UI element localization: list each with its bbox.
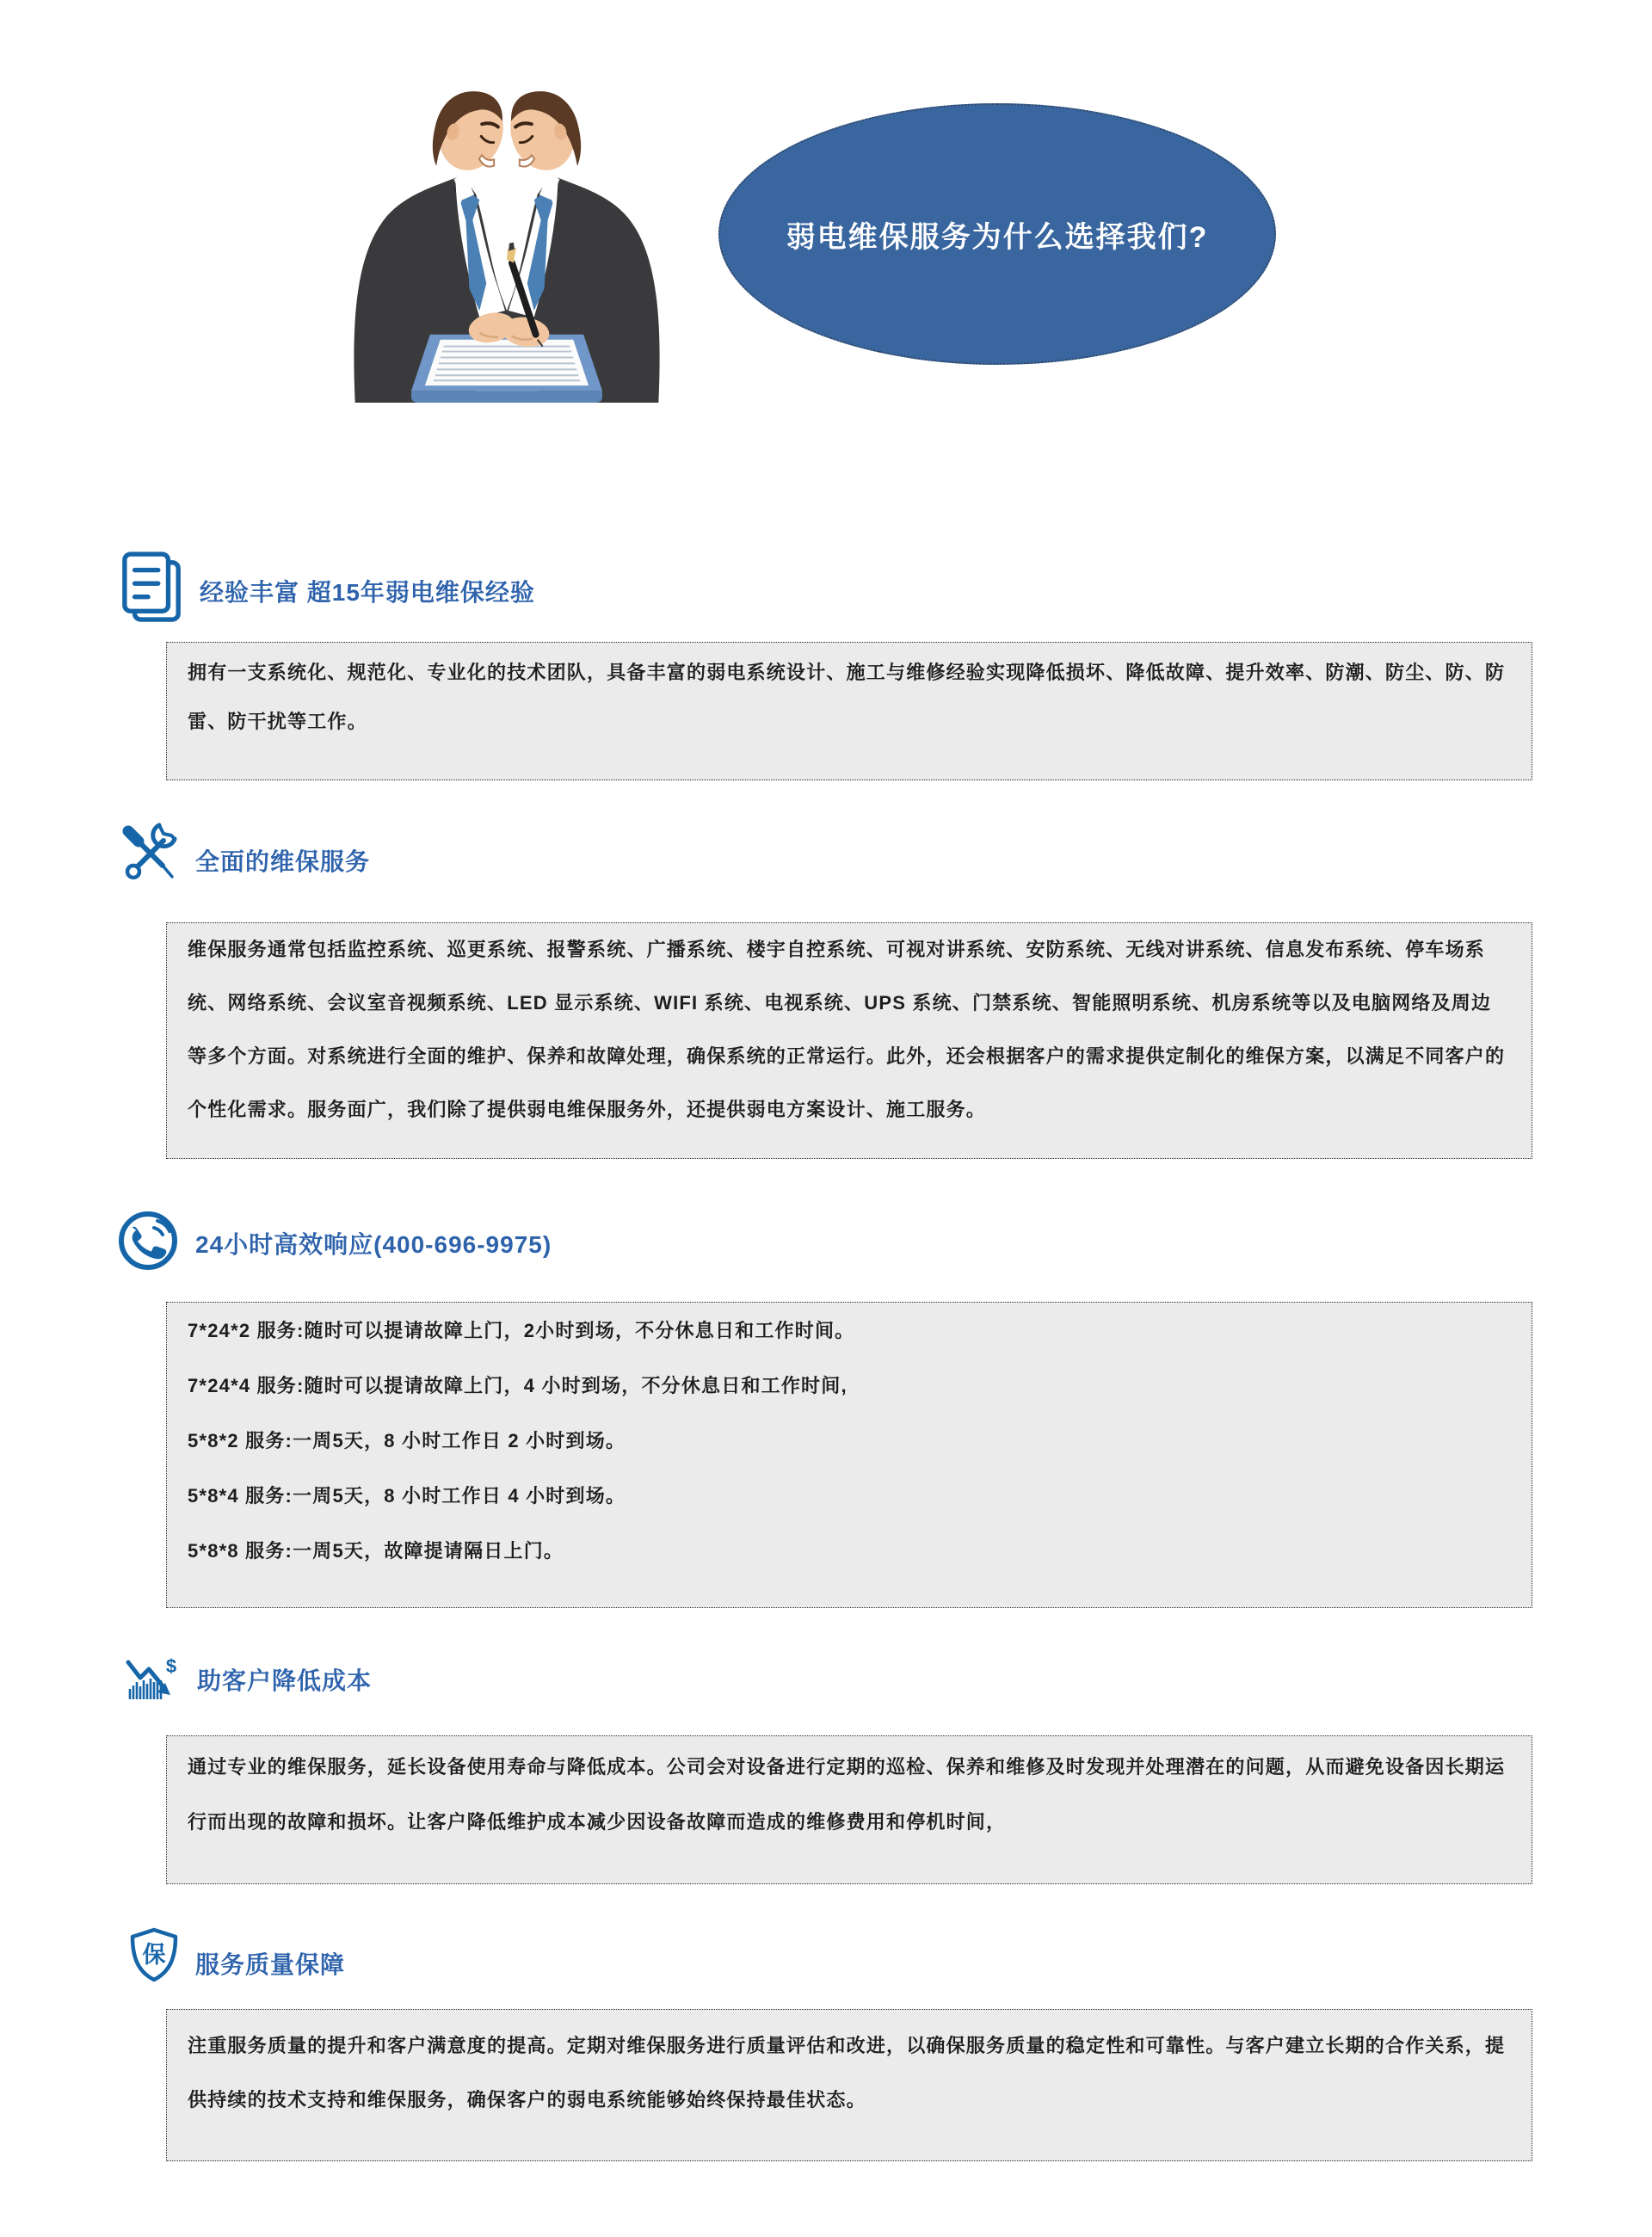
section-paragraph: 拥有一支系统化、规范化、专业化的技术团队，具备丰富的弱电系统设计、施工与维修经验实现降低损坏、降低故障、提升效率、防潮、防尘、防、防雷、防干扰等工作。 — [188, 662, 1506, 732]
document-icon — [120, 551, 184, 626]
section-box-experience — [166, 642, 1532, 780]
bubble-text: 弱电维保服务为什么选择我们? — [786, 220, 1209, 254]
cost-down-icon — [126, 1657, 184, 1702]
section-box-response — [166, 1302, 1532, 1608]
section-box-cost — [166, 1735, 1532, 1884]
businessmen-illustration — [342, 36, 671, 403]
phone-icon — [117, 1210, 179, 1272]
svg-text:保: 保 — [142, 1942, 166, 1968]
tools-icon — [119, 819, 182, 890]
section-title-response: 24小时高效响应(400-696-9975) — [195, 1231, 552, 1258]
section-title-quality: 服务质量保障 — [195, 1951, 346, 1978]
section-paragraph: 通过专业的维保服务，延长设备使用寿命与降低成本。公司会对设备进行定期的巡检、保养和维修及时发现并处理潜在的问题，从而避免设备因长期运行而出现的故障和损坏。让客户降低维护成本减少因设备故障而造成的维修费用和停机时间， — [188, 1756, 1506, 1833]
service-tier-line: 7*24*2 服务:随时可以提请故障上门，2小时到场，不分休息日和工作时间。 — [188, 1320, 855, 1341]
service-tier-line: 5*8*4 服务:一周5天，8 小时工作日 4 小时到场。 — [188, 1485, 626, 1507]
service-tier-line: 5*8*2 服务:一周5天，8 小时工作日 2 小时到场。 — [188, 1430, 626, 1451]
svg-text:$: $ — [165, 1657, 177, 1677]
section-paragraph: 注重服务质量的提升和客户满意度的提高。定期对维保服务进行质量评估和改进，以确保服务质量的稳定性和可靠性。与客户建立长期的合作关系，提供持续的技术支持和维保服务，确保客户的弱电系统能够始终保持最佳状态。 — [188, 2035, 1506, 2111]
section-box-quality — [166, 2009, 1532, 2161]
question-bubble — [718, 103, 1276, 365]
shield-icon — [129, 1927, 179, 1982]
section-title-experience: 经验丰富 超15年弱电维保经验 — [200, 579, 535, 606]
service-tier-line: 5*8*8 服务:一周5天，故障提请隔日上门。 — [188, 1540, 564, 1562]
section-title-cost: 助客户降低成本 — [197, 1667, 373, 1694]
section-box-comprehensive — [166, 922, 1532, 1159]
section-title-comprehensive: 全面的维保服务 — [195, 848, 371, 875]
section-paragraph: 维保服务通常包括监控系统、巡更系统、报警系统、广播系统、楼宇自控系统、可视对讲系统、安防系统、无线对讲系统、信息发布系统、停车场系统、网络系统、会议室音视频系统、LED 显示系统、WIFI 系统、电视系统、UPS 系统、门禁系统、智能照明系统、机房系统等以及电脑网络及周边等多个方面。对系统进行全面的维护、保养和故障处理，确保系统的正常运行。此外，还会根据客户的需求提供定制化的维保方案，以满足不同客户的个性化需求。服务面广，我们除了提供弱电维保服务外，还提供弱电方案设计、施工服务。 — [188, 939, 1506, 1120]
service-tier-line: 7*24*4 服务:随时可以提请故障上门，4 小时到场，不分休息日和工作时间, — [188, 1375, 848, 1396]
